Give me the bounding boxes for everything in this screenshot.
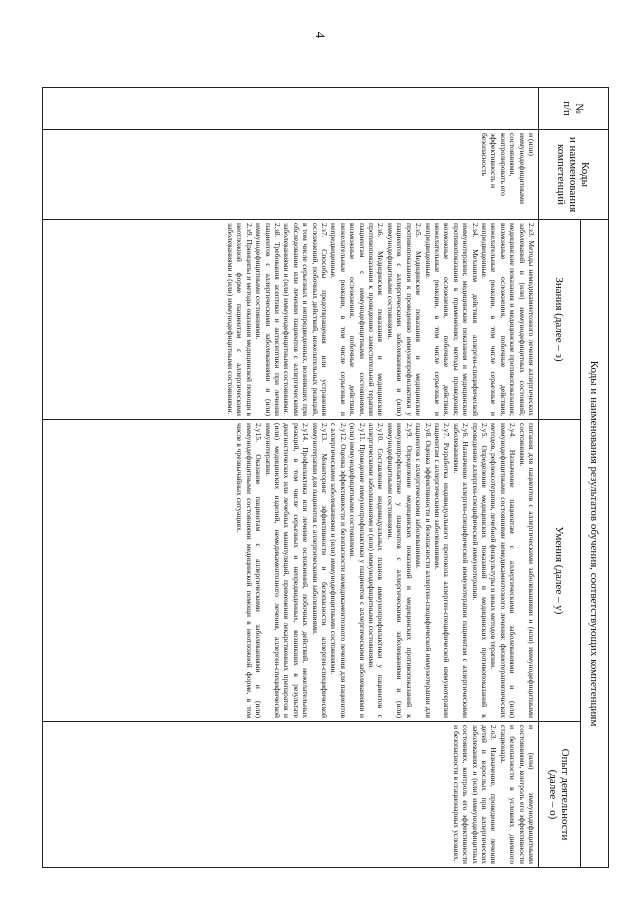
- cell-knowledge: [43, 220, 539, 420]
- competency-table: [42, 87, 609, 868]
- knowledge-item: 2.з6. Медицинские показания и медицинские противопоказания к проведению заместительной терапии пациентам с иммунодефицитными состояниями, возможные осложнения, побочные действия, нежелательные реакции, в том числе серьезные и непредвиденные.: [329, 223, 386, 416]
- knowledge-item: 2.з3. Методы немедикаментозного лечения аллергических заболеваний и (или) иммунодефицитных состояний; медицинские показания и медицинские противопоказания; возможные осложнения, побочные действия, нежелательные реакции, в том числе серьезные и непредвиденные.: [479, 223, 536, 416]
- cell-number: [43, 88, 539, 130]
- header-competency-codes: Коды и наименования компетенций: [539, 130, 609, 220]
- table-row: [43, 88, 539, 868]
- header-number: № п/п: [539, 88, 609, 130]
- skill-item: 2.у12. Оценка эффективности и безопасности немедикаментозного лечения для пациентов с аллергическими заболеваниями и (или) иммунодефицитными состояниями.: [329, 423, 348, 718]
- skill-item: 2.у9. Определение медицинских показаний и медицинских противопоказаний к иммунопрофилактике у пациентов с аллергическими заболеваниями и (или) иммунодефицитными состояниями.: [385, 423, 414, 718]
- skill-item: 2.у14. Профилактика или лечение осложнений, побочных действий, нежелательных реакций, в том числе серьезных и непредвиденных, возникших в результате диагностических или лечебных манипуляций, применения лекарственных препаратов и (или) медицинских изделий, немедикаментозного лечения, аллерген-специфической иммунотерапии.: [263, 423, 311, 718]
- skill-item: 2.у10. Составление индивидуальных планов иммунопрофилактики у пациентов с аллергическими заболеваниями и (или) иммунодефицитными состояниями.: [367, 423, 386, 718]
- header-experience: Опыт деятельности (далее – о): [539, 722, 581, 868]
- experience-item: 2.о3. Назначение, проведение лечения детей и взрослых при аллергических заболеваниях и (или) иммунодефицитных состояниях, контроль его эффективности и безопасности в стационарных условиях.: [451, 725, 499, 864]
- knowledge-item: 2.з8. Требования асептики и антисептики при лечении пациентов с аллергическими заболеваниями и (или) иммунодефицитными состояниями.: [254, 223, 283, 416]
- cell-competency: и (или) иммунодефицитными состояниями, контролировать его эффективность и безопасность: [43, 130, 539, 220]
- cell-experience: [43, 722, 539, 868]
- rotated-table-area: [42, 87, 609, 867]
- cell-skills: [43, 420, 539, 722]
- header-knowledge: Знания (далее – з): [539, 220, 581, 420]
- header-learning-results: Коды и наименования результатов обучения, соответствующих компетенциям: [581, 220, 609, 868]
- skill-item: 2.у13. Мониторинг эффективности и безопасности аллерген-специфической иммунотерапии для пациентов с аллергическими заболеваниями.: [310, 423, 330, 718]
- skill-item: 2.у6. Назначение аллерген-специфической иммунотерапии пациентам с аллергическими заболеваниями.: [451, 423, 471, 718]
- page-number: 4: [313, 31, 328, 39]
- skill-item: 2.у11. Проведение иммунопрофилактики у пациентов с аллергическими заболеваниями и (или) иммунодефицитными состояниями.: [348, 423, 367, 718]
- header-skills: Умения (далее – у): [539, 420, 581, 722]
- knowledge-item: 2.з4. Механизм действия аллерген-специфической иммунотерапии; медицинские показания и медицинские противопоказания к применению; методы проведения; возможные осложнения, побочные действия, нежелательные реакции, в том числе серьезные и непредвиденные.: [423, 223, 480, 416]
- skill-item: 2.у8. Оценка эффективности и безопасности аллерген-специфической иммунотерапии для пациентов с аллергическими заболеваниями.: [414, 423, 433, 718]
- skill-item: 2.у15. Оказание пациентам с аллергическими заболеваниями и (или) иммунодефицитными состояниями медицинской помощи в неотложной форме, в том числе в чрезвычайных ситуациях.: [235, 423, 264, 718]
- knowledge-item: 2.з9. Принципы и методы оказания медицинской помощи в неотложной форме пациентам с аллергическими заболеваниями и (или) иммунодефицитными состояниями.: [226, 223, 254, 416]
- experience-item: и (или) иммунодефицитными состояниями, контроль его эффективности и безопасности в условиях дневного стационара.: [498, 725, 536, 864]
- knowledge-item: 2.з5. Медицинские показания и медицинские противопоказания к проведению иммунопрофилактики у пациентов с аллергическими заболеваниями и (или) иммунодефицитными состояниями.: [385, 223, 424, 416]
- table-rotation-frame: [42, 87, 609, 867]
- knowledge-item: 2.з7. Способы предотвращения или устранения осложнений, побочных действий, нежелательных реакций, в том числе серьезных и непредвиденных, возникших при обследовании или лечении пациентов с аллергическими заболеваниями и (или) иммунодефицитными состояниями.: [282, 223, 330, 416]
- skill-item: 2.у4. Назначение пациентам с аллергическими заболеваниями и (или) иммунодефицитными состояниями немедикаментозного лечения: физиотерапевтических методов, рефлексотерапии, лечебной физкультуры и иных методов терапии.: [489, 423, 518, 718]
- skill-item: 2.у7. Разработка индивидуального протокола аллерген-специфической иммунотерапии пациентам с аллергическими заболеваниями.: [432, 423, 452, 718]
- skill-item: 2.у5. Определение медицинских показаний и медицинских противопоказаний к проведению аллерген-специфической иммунотерапии.: [470, 423, 489, 718]
- skill-item: питания для пациентов с аллергическими заболеваниями и (или) иммунодефицитными состояниями.: [517, 423, 536, 718]
